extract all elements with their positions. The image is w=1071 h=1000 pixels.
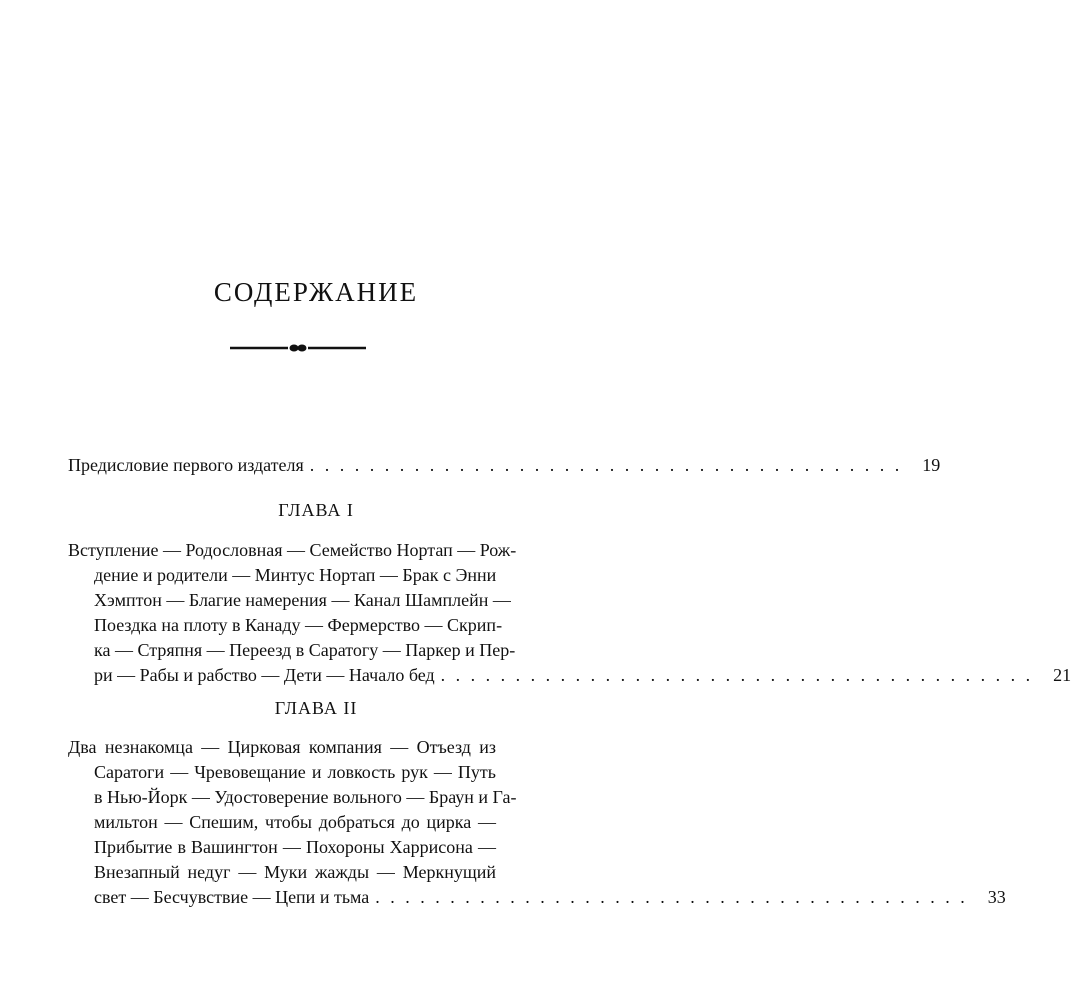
toc-summary-line: мильтон — Спешим, чтобы добраться до цирка — [94,812,496,832]
ornament-divider [230,338,366,358]
toc-entry-chapter2[interactable] [94,883,1006,911]
toc-summary-line: Хэмптон — Благие намерения — Канал Шамплейн — [94,590,511,610]
toc-entry-preface[interactable] [68,451,941,479]
toc-summary-line: ка — Стряпня — Переезд в Саратогу — Паркер и Пер- [94,640,516,660]
chapter-heading: ГЛАВА I [278,500,354,520]
toc-summary-line: Два незнакомца — Цирковая компания — Отъезд из [68,737,496,757]
toc-summary-line: Поездка на плоту в Канаду — Фермерство — Скрип- [94,615,503,635]
toc-entry-text: ри — Рабы и рабство — Дети — Начало бед [94,665,435,685]
toc-entry-text: Предисловие первого издателя [68,455,304,475]
toc-summary-line: Прибытие в Вашингтон — Похороны Харрисона — [94,837,496,857]
toc-entry-chapter1[interactable] [94,661,1071,689]
leader-dots: . . . . . . . . . . . . . . . . . . . . . . . . . . . . . . . . . . . . . . . . [309,455,903,475]
toc-summary-line: дение и родители — Минтус Нортап — Брак с Энни [94,565,497,585]
toc-summary-line: Саратоги — Чревовещание и ловкость рук — Путь [94,762,496,782]
leader-dots: . . . . . . . . . . . . . . . . . . . . . . . . . . . . . . . . . . . . . . . . [440,665,1034,685]
toc-summary-line: Внезапный недуг — Муки жажды — Меркнущий [94,862,496,882]
toc-entry-text: свет — Бесчувствие — Цепи и тьма [94,887,370,907]
page-number: 19 [922,455,941,475]
page-number: 33 [987,887,1006,907]
toc-summary-line: в Нью-Йорк — Удостоверение вольного — Браун и Га- [94,787,517,807]
page-number: 21 [1053,665,1071,685]
chapter-heading: ГЛАВА II [274,698,358,718]
toc-summary-line: Вступление — Родословная — Семейство Нортап — Рож- [68,540,517,560]
leader-dots: . . . . . . . . . . . . . . . . . . . . . . . . . . . . . . . . . . . . . . . . [375,887,968,907]
page-title: СОДЕРЖАНИЕ [213,277,419,307]
